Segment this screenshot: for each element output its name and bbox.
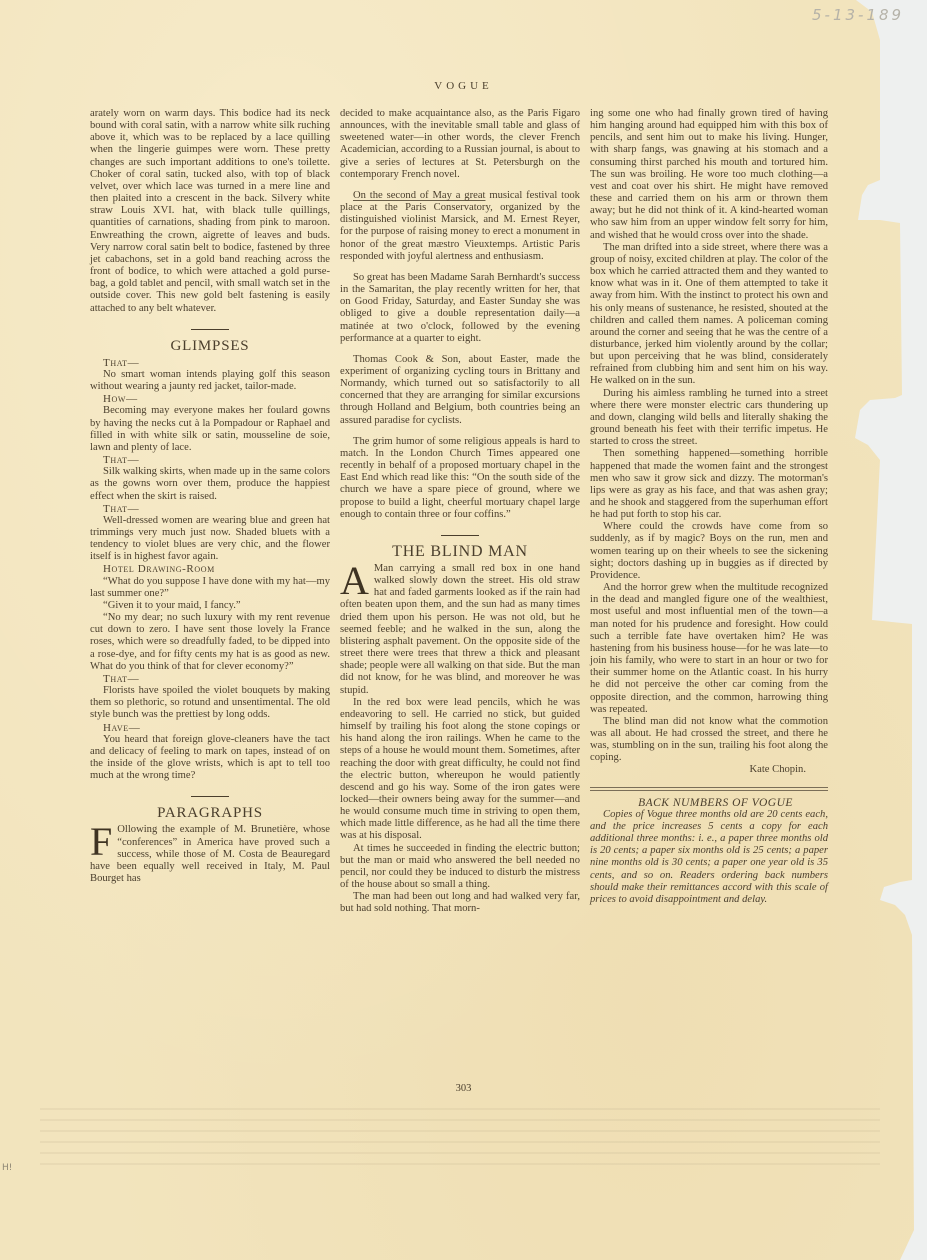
glimpses-heading: GLIMPSES [170,337,250,354]
glimpse-text: Becoming may everyone makes her foulard gowns by having the necks cut à la Pompadour or Raphael and filled in with white silk or satin, mousseline de soie, lawn and plenty of lace. [90,405,330,453]
double-rule-divider [590,787,828,791]
music-festival-paragraph [340,190,580,263]
running-head: VOGUE [434,80,493,92]
glimpse-subhead: That— [103,356,140,369]
cycling-tours-paragraph: Thomas Cook & Son, about Easter, made the experiment of organizing cycling tours in Brittany and Normandy, which turned out so satisfactorily to all concerned that they are arranging for similar excursions through Holland and Belgium, both countries being an assured paradise for cyclists. [340,353,580,426]
story-paragraph: Where could the crowds have come from so suddenly, as if by magic? Boys on the run, men and women tearing up on their wheels to see the sickening sight; doctors dashing up in buggies as if directed by Providence. [590,521,828,581]
glimpse-subhead: That— [103,502,140,515]
margin-mark: H! [2,1163,13,1173]
hotel-drawing-room-subhead: Hotel Drawing-Room [103,563,215,576]
dialogue-line: “No my dear; no such luxury with my rent revenue cut down to zero. I have sent those lovely la France roses, which were so dreadfully faded, to be dipped into a rose-dye, and for fifty cents my hat is as good as new. What do you think of that for clever economy?” [90,612,330,672]
dialogue-line: “What do you suppose I have done with my hat—my last summer one?” [90,575,330,599]
glimpse-subhead: That— [103,672,140,685]
glimpse-subhead: That— [103,454,140,467]
music-festival-text: musical festival took place at the Paris Conservatory, organized by the distinguished violinist Marsick, and M. Ernest Reyer, for the purpose of raising money to erect a monument in honor of the great mæstro Vieuxtemps. Artistic Paris responded with joyful alertness and enthusiasm. [340,189,580,262]
story-paragraph: During his aimless rambling he turned into a street where there were monster electric cars thundering up and down, clanging wild bells and literally shaking the ground beneath his feet with their terrific impetus. He started to cross the street. [590,387,828,448]
glimpse-text: Well-dressed women are wearing blue and green hat trimmings very much just now. Shaded bluets with a tendency to violet blues are very chic, and the flower itself is in highest favor again. [90,514,330,563]
continued-article-text: decided to make acquaintance also, as the Paris Figaro announces, with the inevitable small table and glass of sweetened water—in other words, the clever French Academician, according to a Russian journal, is about to give a series of lectures at St. Petersburgh on the contemporary French novel. [340,108,580,180]
story-paragraph [340,558,580,697]
story-paragraph-text: Man carrying a small red box in one hand walked slowly down the street. His old straw hat and faded garments looked as if the rain had often beaten upon them, and the sun had as many times dried them upon his person. He was not old, but he seemed feeble; and he walked in the sun, along the blistering asphalt pavement. On the opposite side of the street there were trees that threw a thick and pleasant shade; people were all walking on that side. But the man did not know, for he was blind, and moreover he was stupid. [340,563,580,696]
story-paragraph: In the red box were lead pencils, which he was endeavoring to sell. He carried no stick, but guided himself by trailing his foot along the stone copings or his hand along the iron railings. When he came to the steps of a house he would mount them. Sometimes, after reaching the door with great difficulty, he could not find the electric button, whereupon he would patiently descend and go his way. Some of the iron gates were locked—their owners being away for the summer—and he would consume much time in striving to open them, which made little difference, as he had all the time there was at his disposal. [340,696,580,842]
back-numbers-heading: BACK NUMBERS OF VOGUE [638,796,793,809]
story-paragraph: And the horror grew when the multitude recognized in the dead and mangled figure one of the wealthiest, most useful and most influential men of the town—a man noted for his prudence and foresight. How could such a terrible fate have overtaken him? He was hastening from his business house—for he was late—to join his family, who were to start in an hour or two for their summer home on the Atlantic coast. In his hurry he did not perceive the other car coming from the opposite direction, and the common, harrowing thing was repeated. [590,582,828,715]
back-numbers-notice: Copies of Vogue three months old are 20 cents each, and the price increases 5 cents a copy for each additional three months: i. e., a paper three months old is 20 cents; a paper six months old is 25 cents; a paper nine months old is 30 cents; a paper one year old is 35 cents, and so on. Readers ordering back numbers should make their remittances accord with this scale of prices to avoid disappointment and delay. [590,808,828,905]
dialogue-line: “Given it to your maid, I fancy.” [103,599,241,611]
paragraphs-heading: PARAGRAPHS [157,805,263,822]
story-paragraph: At times he succeeded in finding the electric button; but the man or maid who answered the bell needed no pencil, nor could they be induced to disturb the mistress of the house about so small a thing. [340,842,580,891]
story-paragraph: The man drifted into a side street, where there was a group of noisy, excited children at play. The color of the box which he carried attracted them and they wanted to know what was in it. One of them attempted to take it away from him. With the instinct to protect his own and his only means of sustenance, he resisted, shouted at the children and called them names. A policeman coming around the corner and seeing that he was the centre of a disturbance, jerked him violently around by the collar; but upon perceiving that he was blind, considerately refrained from clubbing him and sent him on his way. He walked on in the sun. [590,241,829,387]
story-paragraph: Then something happened—something horrible happened that made the women faint and the strongest men who saw it grow sick and dizzy. The motorman's lips were as gray as his face, and that was ashen gray; and he shook and staggered from the superhuman effort he had put forth to stop his car. [590,448,828,521]
story-paragraph: The blind man did not know what the commotion was all about. He had crossed the street, and there he was, stumbling on in the sun, trailing his foot along the coping. [590,715,828,764]
page-number: 303 [455,1083,472,1094]
mortuary-chapel-paragraph: The grim humor of some religious appeals is hard to match. In the London Church Times appeared one recently in behalf of a proposed mortuary chapel in the East End which read like this: “On the south side of the church we have a spare piece of ground, where we propose to build a light, cheerful mortuary chapel large enough to contain three or four coffins.” [340,435,580,520]
column-1 [90,108,330,885]
drop-cap-letter: F [90,819,113,865]
blind-man-heading: THE BLIND MAN [392,542,528,560]
paragraphs-intro-text: Ollowing the example of M. Brunetière, whose “conferences” in America have proved such a success, while those of M. Costa de Beauregard have been equally well received in Italy, M. Paul Bourget has [90,824,330,885]
story-paragraph: ing some one who had finally grown tired of having him hanging around had equipped him with this box of pencils, and sent him out to make his living. Hunger, with sharp fangs, was gnawing at his stomach and a consuming thirst parched his mouth and tortured him. The sun was broiling. He wore too much clothing—a vest and coat over his shirt. He might have removed these and carried them on his arm or thrown them away; but he did not think of it. A kind-hearted woman who saw him from an upper window felt sorry for him, and wished that he would cross over into the shade. [590,108,828,241]
continued-article-text: arately worn on warm days. This bodice had its neck bound with coral satin, with a narrow white silk ruching above it, which was to be replaced by a lace quilling when the lingerie guimpes were worn. These pretty changes are such important additions to one's toilette. Choker of coral satin, tucked also, with top of black velvet, over which lace was turned in a mere line and then plaited into a crescent in the back. Silvery white straw Louis XVI. hat, with black tulle quillings, quantities of carnations, shading from pink to maroon. Enwreathing the crown, aigrette of leaves and buds. Very narrow coral satin belt to bodice, fastened by three jet cabachons, set in a gold band reaching across the front of bodice, to which were attached a gold purse-bag, a gold tablet and pencil, with small watch set in the outside cover. This new gold belt fastening is easily attached to any belt whatever. [90,108,330,314]
glimpse-text: Florists have spoiled the violet bouquets by making them so plethoric, so rotund and unsentimental. The old style bunch was the prettiest by long odds. [90,685,330,721]
column-2 [340,108,580,916]
glimpse-text: No smart woman intends playing golf this season without wearing a jaunty red jacket, tailor-made. [90,368,330,393]
section-divider [191,796,229,797]
handwritten-date-note: 5-13-189 [812,6,905,24]
drop-cap-letter: A [340,558,369,603]
glimpse-text: Silk walking skirts, when made up in the same colors as the gowns worn over them, produce the happiest effect when the skirt is raised. [90,466,330,502]
show-through-text [40,1108,880,1168]
author-signature: Kate Chopin. [749,764,806,776]
section-divider [191,329,229,330]
paragraphs-intro [90,819,330,885]
column-3 [590,108,828,906]
story-paragraph: The man had been out long and had walked very far, but had sold nothing. That morn- [340,891,580,915]
handwritten-underline-text: On the second of May a great [353,189,486,201]
glimpse-text: You heard that foreign glove-cleaners have the tact and delicacy of feeling to mark on tapes, instead of on the inside of the glove wrists, which is apt to tell too much at the wrong time? [90,733,330,782]
section-divider [441,535,479,536]
glimpse-subhead: How— [103,393,138,406]
glimpse-subhead: Have— [103,721,141,734]
bernhardt-paragraph: So great has been Madame Sarah Bernhardt's success in the Samaritan, the play recently written for her, that on Good Friday, Saturday, and Easter Sunday she was obliged to give a double representation daily—a matinée at two o'clock, followed by the evening performance at a quarter to eight. [340,271,580,344]
